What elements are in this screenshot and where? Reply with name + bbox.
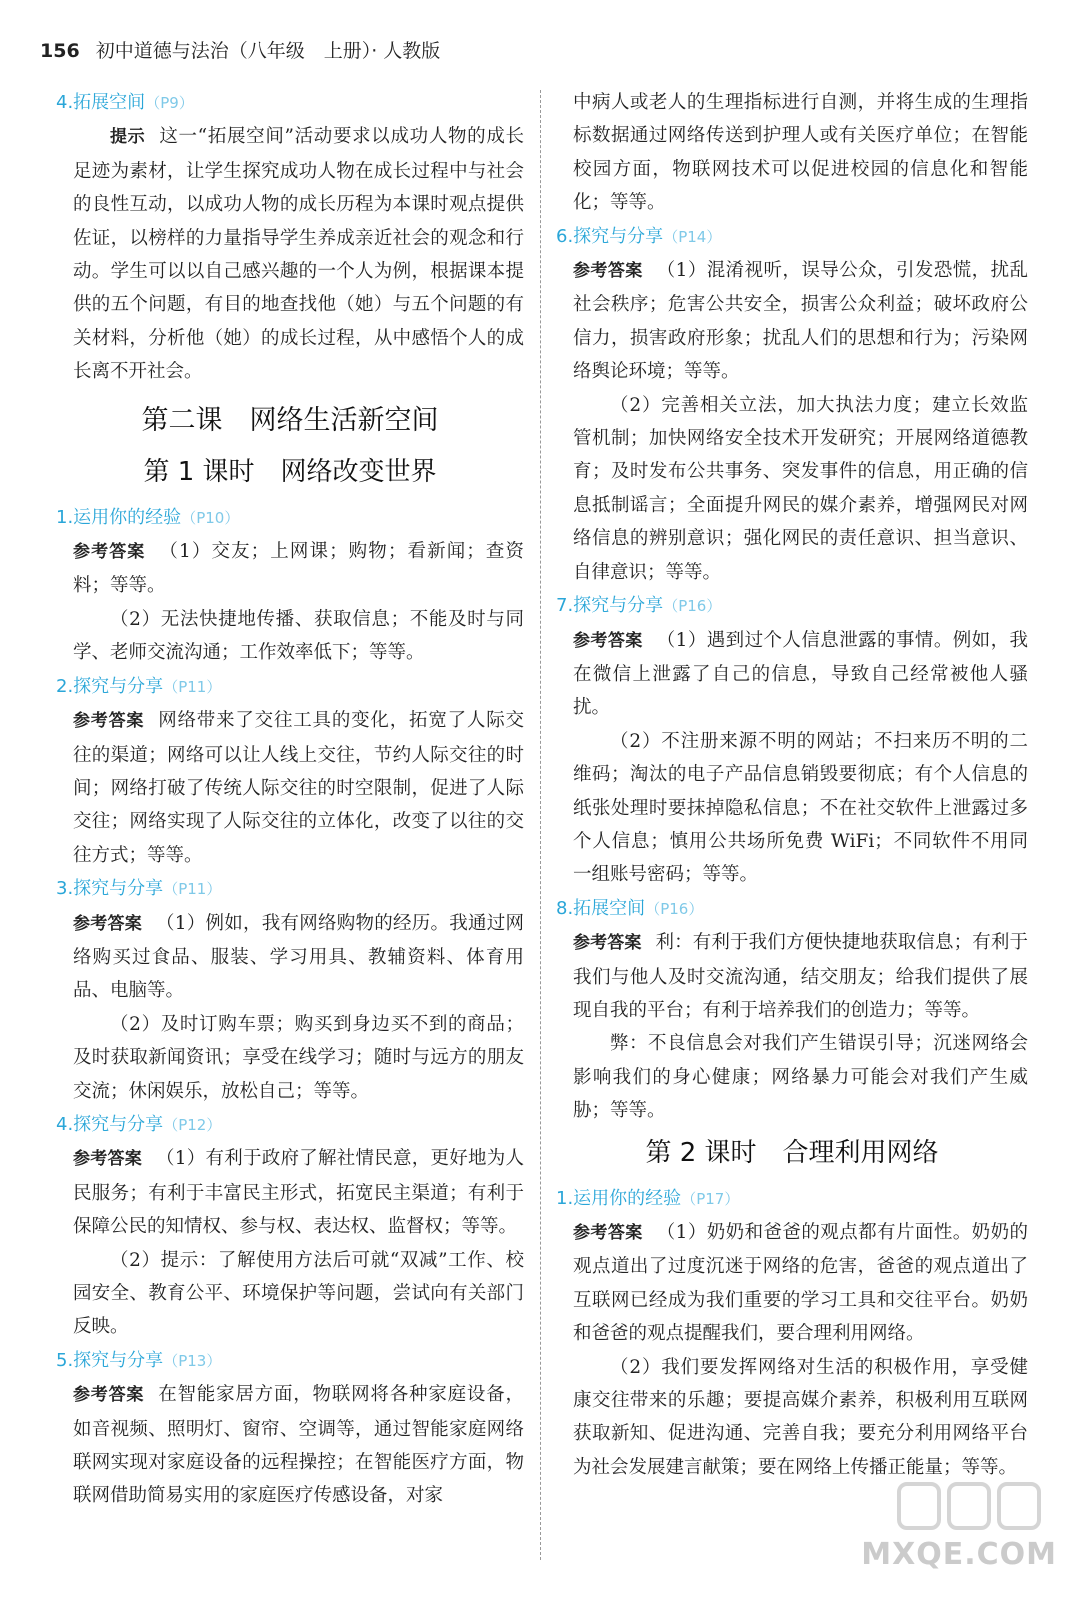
answer-paragraph: 提示 这一“拓展空间”活动要求以成功人物的成长足迹为素材，让学生探究成功人物在成长过程中与社会的良性互动，以成功人物的成长历程为本课时观点提供佐证，以榜样的力量指导学生养成亲近社会的观念和行动。学生可以以自己感兴趣的一个人为例，根据课本提供的五个问题，有目的地查找他（她）与五个问题的有关材料，分析他（她）的成长过程，从中感悟个人的成长离不开社会。 — [73, 126, 524, 383]
period-title: 第 1 课时 网络改变世界 — [143, 456, 437, 487]
watermark-logo-icon — [895, 1478, 1045, 1536]
watermark-text: MXQE.COM — [861, 1537, 1057, 1572]
period-title: 第 2 课时 合理利用网络 — [645, 1137, 939, 1168]
answer-paragraph: 参考答案 （1）交友；上网课；购物；看新闻；查资料；等等。 — [73, 541, 524, 597]
answer-paragraph: （2）完善相关立法，加大执法力度；建立长效监管机制；加快网络安全技术开发研究；开展网络道德教育；及时发布公共事务、突发事件的信息，用正确的信息抵制谣言；全面提升网民的媒介素养，增强网民对网络信息的辨别意识；强化网民的责任意识、担当意识、自律意识；等等。 — [573, 394, 1028, 583]
section-heading: 6.探究与分享（P14） — [556, 225, 722, 247]
lesson-title: 第二课 网络生活新空间 — [141, 404, 439, 436]
column-divider — [540, 90, 541, 1560]
answer-paragraph: 参考答案 （1）奶奶和爸爸的观点都有片面性。奶奶的观点道出了过度沉迷于网络的危害，爸爸的观点道出了互联网已经成为我们重要的学习工具和交往平台。奶奶和爸爸的观点提醒我们，要合理利用网络。 — [573, 1222, 1029, 1345]
page-number: 156 — [40, 40, 80, 62]
answer-paragraph: 参考答案 （1）例如，我有网络购物的经历。我通过网络购买过食品、服装、学习用具、教辅资料、体育用品、电脑等。 — [73, 912, 524, 1002]
answer-paragraph: 参考答案 （1）混淆视听，误导公众，引发恐慌，扰乱社会秩序；危害公共安全，损害公众利益；破坏政府公信力，损害政府形象；扰乱人们的思想和行为；污染网络舆论环境；等等。 — [573, 260, 1029, 383]
answer-paragraph: （2）我们要发挥网络对生活的积极作用，享受健康交往带来的乐趣；要提高媒介素养，积极利用互联网获取新知、促进沟通、完善自我；要充分利用网络平台为社会发展建言献策；要在网络上传播正能量；等等。 — [573, 1356, 1028, 1478]
section-heading: 2.探究与分享（P11） — [56, 675, 222, 697]
answer-paragraph: 参考答案 在智能家居方面，物联网将各种家庭设备，如音视频、照明灯、窗帘、空调等，通过智能家庭网络联网实现对家庭设备的远程操控；在智能医疗方面，物联网借助简易实用的家庭医疗传感设备，对家 — [73, 1384, 524, 1507]
page-header — [40, 36, 1035, 63]
answer-paragraph: 弊：不良信息会对我们产生错误引导；沉迷网络会影响我们的身心健康；网络暴力可能会对我们产生威胁；等等。 — [573, 1033, 1028, 1122]
section-heading: 1.运用你的经验（P10） — [56, 506, 240, 528]
answer-paragraph: 参考答案 网络带来了交往工具的变化，拓宽了人际交往的渠道；网络可以让人线上交往，节约人际交往的时间；网络打破了传统人际交往的时空限制，促进了人际交往；网络实现了人际交往的立体化，改变了以往的交往方式；等等。 — [73, 710, 524, 866]
answer-paragraph: （2）无法快捷地传播、获取信息；不能及时与同学、老师交流沟通；工作效率低下；等等。 — [73, 608, 524, 664]
answer-paragraph: 参考答案 （1）遇到过个人信息泄露的事情。例如，我在微信上泄露了自己的信息，导致自己经常被他人骚扰。 — [573, 629, 1029, 719]
section-heading: 7.探究与分享（P16） — [556, 595, 722, 617]
section-heading: 5.探究与分享（P13） — [56, 1349, 222, 1371]
right-column — [556, 86, 1028, 1484]
answer-paragraph: 参考答案 利：有利于我们方便快捷地获取信息；有利于我们与他人及时交流沟通，结交朋友；给我们提供了展现自我的平台；有利于培养我们的创造力；等等。 — [573, 932, 1028, 1021]
left-column — [56, 86, 524, 1513]
section-heading: 4.拓展空间（P9） — [56, 92, 194, 113]
section-heading: 8.拓展空间（P16） — [556, 897, 704, 919]
section-heading: 1.运用你的经验（P17） — [556, 1187, 740, 1209]
book-title: 初中道德与法治（八年级 上册）· 人教版 — [95, 40, 441, 62]
section-heading: 4.探究与分享（P12） — [56, 1113, 222, 1135]
answer-paragraph: （2）提示：了解使用方法后可就“双减”工作、校园安全、教育公平、环境保护等问题，尝试向有关部门反映。 — [73, 1249, 524, 1338]
answer-paragraph: （2）及时订购车票；购买到身边买不到的商品；及时获取新闻资讯；享受在线学习；随时与远方的朋友交流；休闲娱乐，放松自己；等等。 — [73, 1013, 524, 1102]
answer-paragraph: 中病人或老人的生理指标进行自测，并将生成的生理指标数据通过网络传送到护理人或有关医疗单位；在智能校园方面，物联网技术可以促进校园的信息化和智能化；等等。 — [573, 92, 1028, 214]
answer-paragraph: （2）不注册来源不明的网站；不扫来历不明的二维码；淘汰的电子产品信息销毁要彻底；有个人信息的纸张处理时要抹掉隐私信息；不在社交软件上泄露过多个人信息；慎用公共场所免费 WiFi；不同软件不用同一组账号密码；等等。 — [573, 730, 1028, 886]
section-heading: 3.探究与分享（P11） — [56, 878, 222, 900]
answer-paragraph: 参考答案 （1）有利于政府了解社情民意，更好地为人民服务；有利于丰富民主形式，拓宽民主渠道；有利于保障公民的知情权、参与权、表达权、监督权；等等。 — [73, 1148, 524, 1238]
